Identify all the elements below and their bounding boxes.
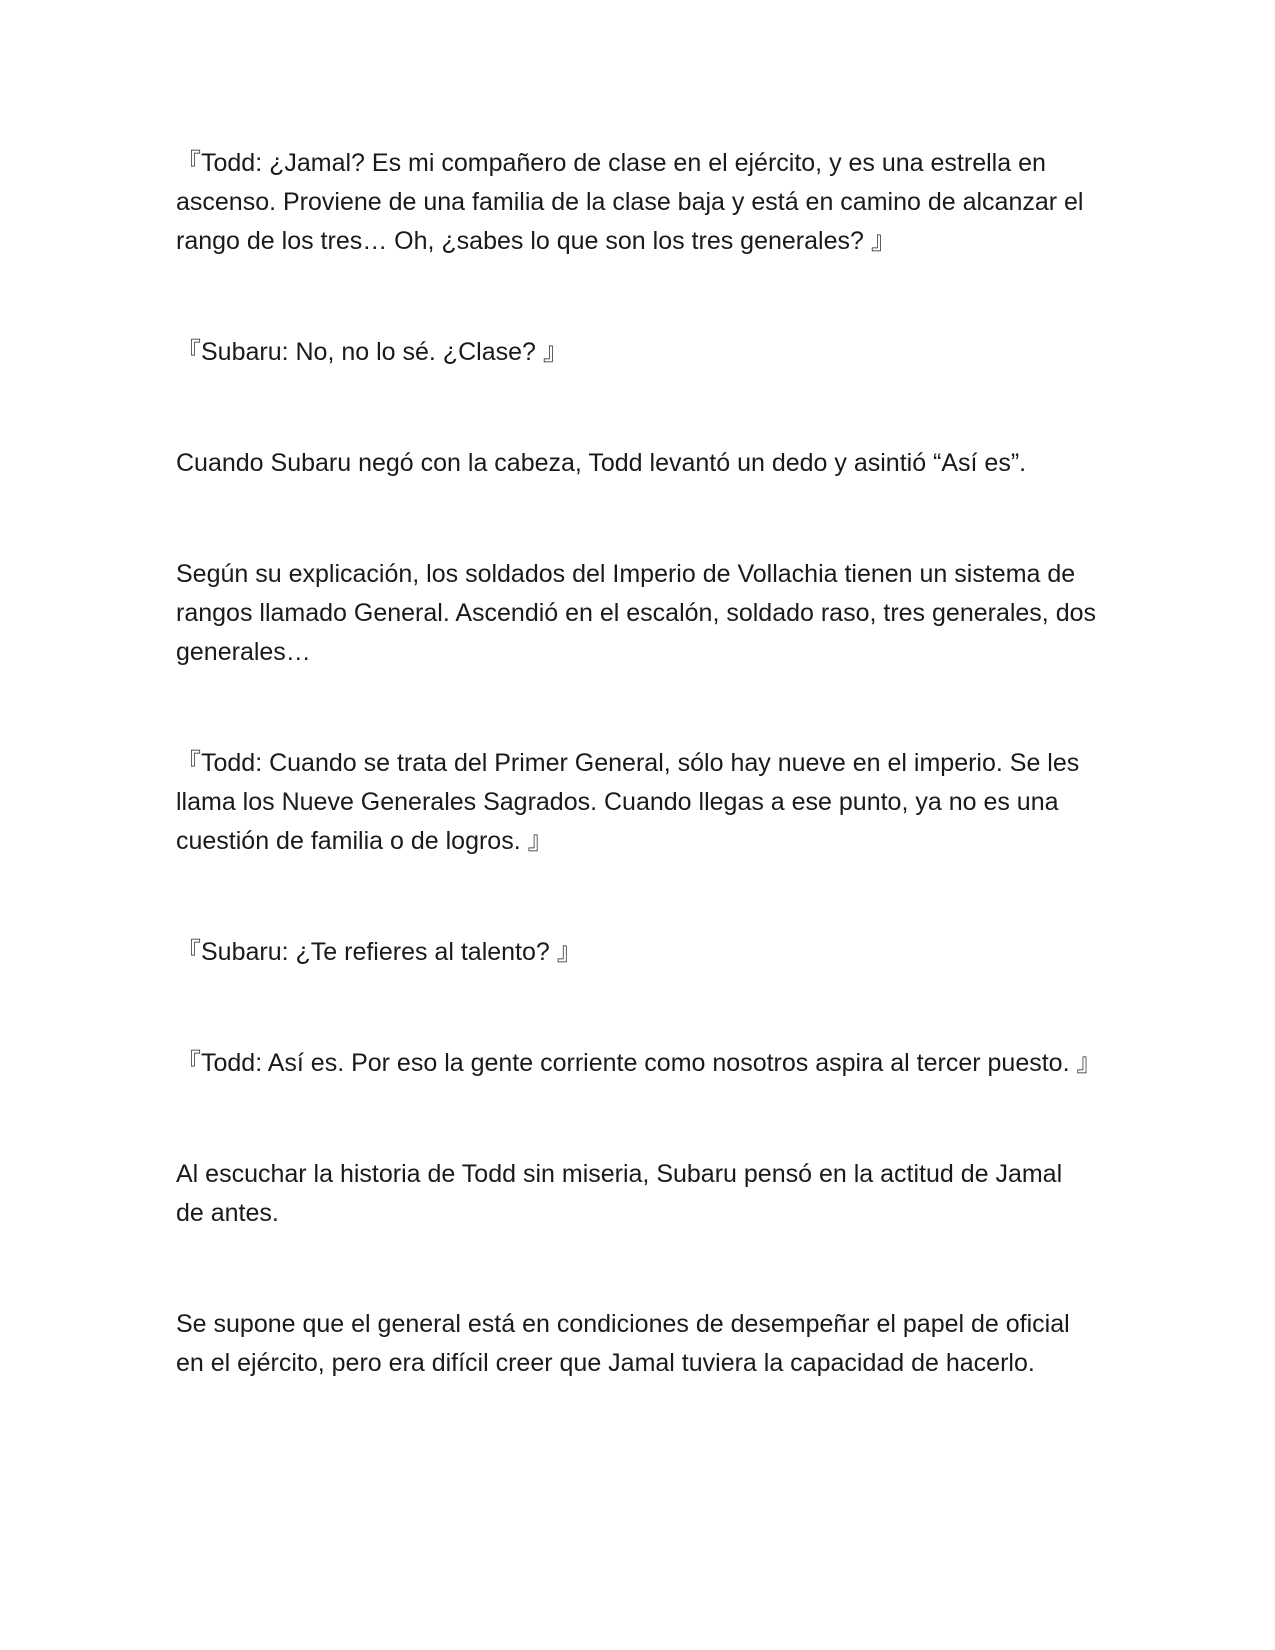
document-body [176, 144, 1102, 1383]
paragraph-narration-officer: Se supone que el general está en condiciones de desempeñar el papel de oficial en el ejército, pero era difícil creer que Jamal tuviera la capacidad de hacerlo. [176, 1310, 1070, 1377]
paragraph-subaru-clase: 『Subaru: No, no lo sé. ¿Clase? 』 [176, 338, 568, 366]
paragraph-subaru-talent: 『Subaru: ¿Te refieres al talento? 』 [176, 938, 582, 966]
paragraph-todd-first-general: 『Todd: Cuando se trata del Primer General, sólo hay nueve en el imperio. Se les llama los Nueve Generales Sagrados. Cuando llegas a ese punto, ya no es una cuestión de familia o de logros. 』 [176, 749, 1080, 855]
paragraph-narration-jamal-attitude: Al escuchar la historia de Todd sin miseria, Subaru pensó en la actitud de Jamal de antes. [176, 1160, 1063, 1227]
paragraph-narration-head-shake: Cuando Subaru negó con la cabeza, Todd levantó un dedo y asintió “Así es”. [176, 449, 1027, 477]
paragraph-narration-ranks: Según su explicación, los soldados del Imperio de Vollachia tienen un sistema de rangos llamado General. Ascendió en el escalón, soldado raso, tres generales, dos generales… [176, 560, 1097, 666]
paragraph-todd-jamal: 『Todd: ¿Jamal? Es mi compañero de clase en el ejército, y es una estrella en ascenso. Proviene de una familia de la clase baja y está en camino de alcanzar el rango de los tres… Oh, ¿sabes lo que son los tres generales? 』 [176, 149, 1084, 255]
paragraph-todd-third-post: 『Todd: Así es. Por eso la gente corriente como nosotros aspira al tercer puesto. 』 [176, 1049, 1102, 1077]
